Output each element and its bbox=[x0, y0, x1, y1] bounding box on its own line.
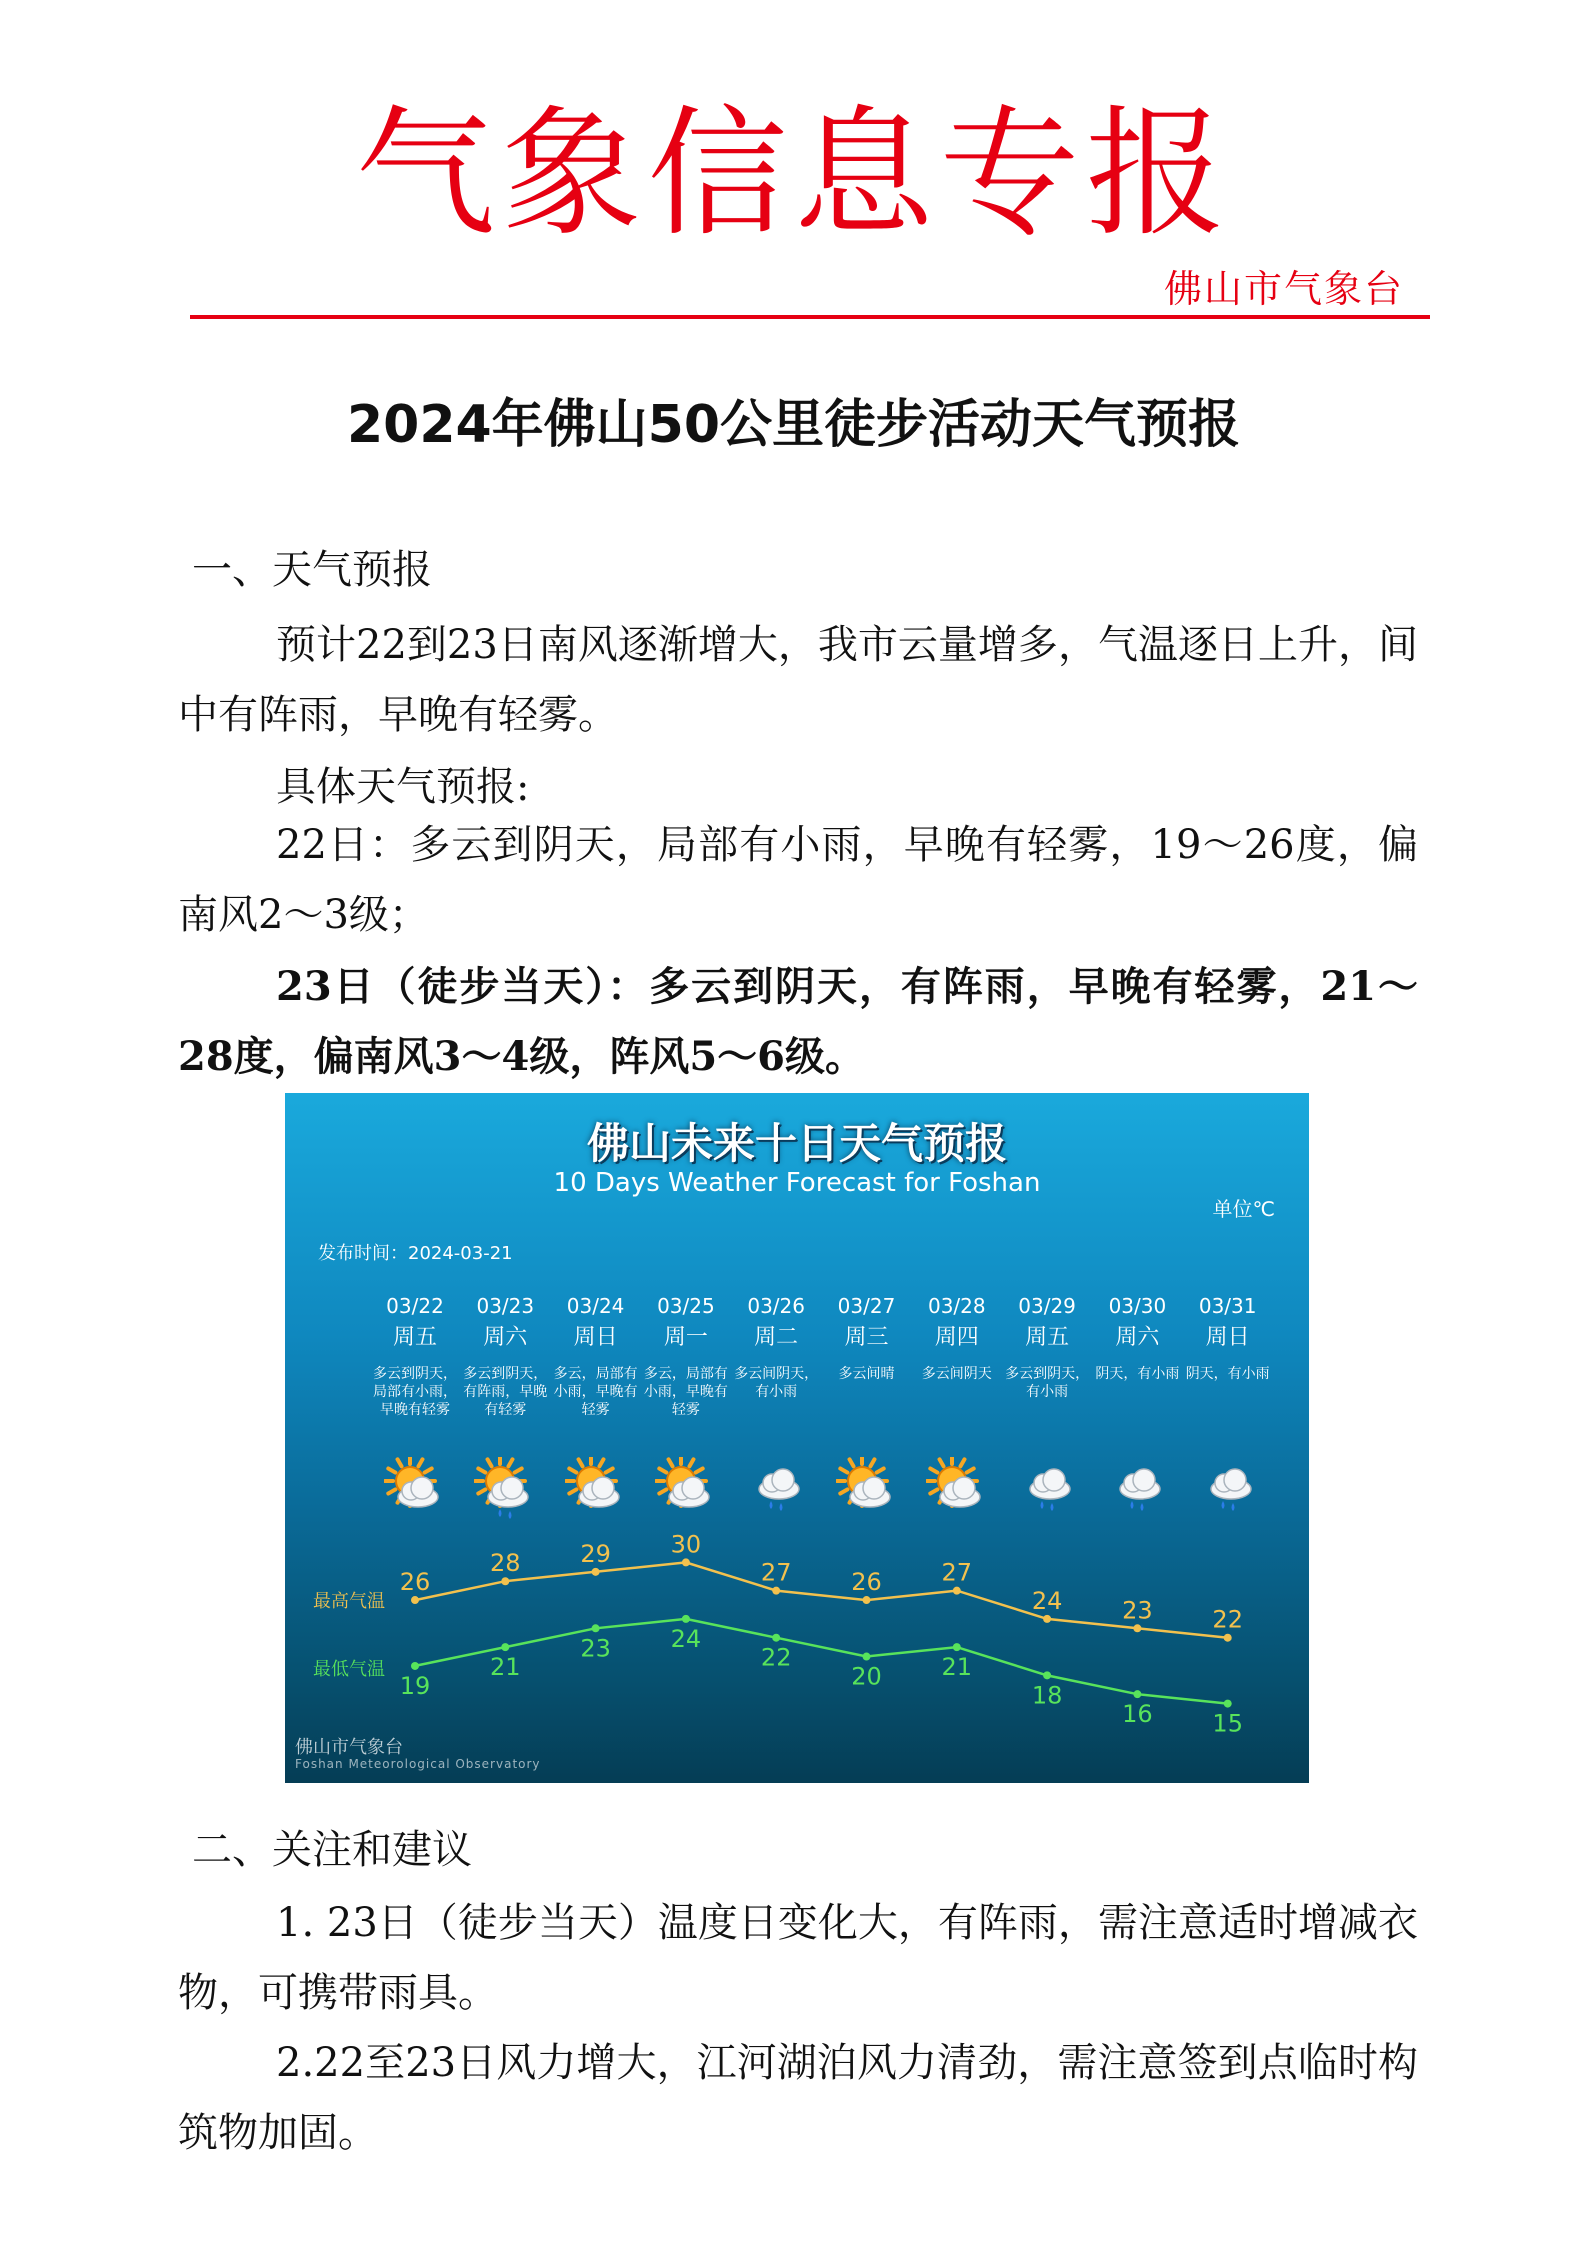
low-temp-point bbox=[411, 1662, 419, 1670]
day-date: 03/31 bbox=[1198, 1294, 1257, 1318]
high-temp-point bbox=[592, 1568, 600, 1576]
high-temp-point bbox=[863, 1596, 871, 1604]
day-date: 03/30 bbox=[1108, 1294, 1167, 1318]
low-temp-point bbox=[1224, 1700, 1232, 1708]
high-temp-value-label: 23 bbox=[1122, 1596, 1153, 1625]
high-temp-point bbox=[772, 1587, 780, 1595]
forecast-title: 佛山未来十日天气预报 bbox=[586, 1119, 1007, 1168]
paragraph-day22 bbox=[178, 810, 1418, 950]
day-description: 阴天，有小雨 bbox=[1185, 1366, 1270, 1382]
high-temp-value-label: 27 bbox=[941, 1558, 973, 1587]
issuer: 佛山市气象台 bbox=[1163, 267, 1404, 311]
day-date: 03/29 bbox=[1018, 1294, 1076, 1318]
day-date: 03/22 bbox=[386, 1294, 444, 1318]
day-date: 03/23 bbox=[476, 1294, 535, 1318]
paragraph-day23-text: 23日（徒步当天）：多云到阴天，有阵雨，早晚有轻雾，21～28度，偏南风3～4级，阵风5～6级。 bbox=[178, 963, 1418, 1080]
high-temp-value-label: 29 bbox=[580, 1539, 611, 1568]
day-description: 多云间阴天，有小雨 bbox=[734, 1366, 819, 1400]
paragraph-advice-1 bbox=[178, 1888, 1418, 2028]
day-weekday: 周日 bbox=[1205, 1325, 1250, 1350]
day-date: 03/24 bbox=[566, 1294, 625, 1318]
low-temp-value-label: 21 bbox=[490, 1653, 521, 1682]
paragraph-advice-2-text: 2.22至23日风力增大，江河湖泊风力清劲，需注意签到点临时构筑物加固。 bbox=[178, 2040, 1418, 2156]
low-temp-value-label: 22 bbox=[760, 1643, 792, 1672]
high-temp-label: 最高气温 bbox=[313, 1591, 385, 1612]
low-temp-value-label: 24 bbox=[670, 1624, 702, 1653]
day-weekday: 周六 bbox=[1115, 1325, 1160, 1350]
paragraph-overview bbox=[178, 610, 1418, 750]
paragraph-day22-text: 22日：多云到阴天，局部有小雨，早晚有轻雾，19～26度，偏南风2～3级； bbox=[178, 822, 1418, 938]
low-temp-value-label: 18 bbox=[1031, 1681, 1063, 1710]
document-title: 2024年佛山50公里徒步活动天气预报 bbox=[346, 395, 1241, 455]
day-weekday: 周五 bbox=[1025, 1325, 1070, 1350]
day-description: 多云，局部有小雨，早晚有轻雾 bbox=[553, 1366, 638, 1418]
forecast-issue-time: 发布时间：2024-03-21 bbox=[318, 1243, 513, 1264]
masthead-title: 气象信息专报 bbox=[355, 93, 1232, 256]
day-description: 多云到阴天，有小雨 bbox=[1005, 1366, 1090, 1400]
low-temp-point bbox=[592, 1624, 600, 1632]
high-temp-line bbox=[415, 1562, 1228, 1637]
high-temp-point bbox=[1224, 1634, 1232, 1642]
forecast-unit: 单位℃ bbox=[1212, 1197, 1275, 1221]
high-temp-value-label: 30 bbox=[670, 1530, 702, 1559]
section-heading-advice: 二、关注和建议 bbox=[192, 1827, 472, 1873]
paragraph-detail-intro-text: 具体天气预报: bbox=[276, 764, 530, 810]
high-temp-value-label: 26 bbox=[399, 1568, 431, 1597]
paragraph-advice-2 bbox=[178, 2028, 1418, 2168]
high-temp-value-label: 27 bbox=[760, 1558, 792, 1587]
high-temp-point bbox=[1133, 1624, 1141, 1632]
low-temp-value-label: 15 bbox=[1212, 1709, 1243, 1738]
header-rule bbox=[190, 315, 1430, 319]
paragraph-advice-1-text: 1. 23日（徒步当天）温度日变化大，有阵雨，需注意适时增减衣物，可携带雨具。 bbox=[178, 1900, 1418, 2016]
day-weekday: 周二 bbox=[754, 1325, 799, 1350]
day-description: 多云到阴天，有阵雨，早晚有轻雾 bbox=[463, 1366, 548, 1418]
paragraph-day23 bbox=[178, 952, 1418, 1092]
low-temp-line bbox=[415, 1619, 1228, 1704]
forecast-graphic bbox=[285, 1093, 1309, 1783]
high-temp-value-label: 28 bbox=[490, 1549, 521, 1578]
day-weekday: 周三 bbox=[844, 1325, 889, 1350]
high-temp-point bbox=[501, 1577, 509, 1585]
day-description: 多云到阴天，局部有小雨，早晚有轻雾 bbox=[373, 1366, 457, 1418]
high-temp-value-label: 24 bbox=[1031, 1586, 1063, 1615]
day-date: 03/26 bbox=[747, 1294, 805, 1318]
low-temp-value-label: 20 bbox=[851, 1662, 882, 1691]
day-description: 多云间晴 bbox=[838, 1366, 895, 1382]
day-description: 多云间阴天 bbox=[921, 1366, 992, 1382]
high-temp-point bbox=[953, 1587, 961, 1595]
low-temp-label: 最低气温 bbox=[313, 1659, 385, 1680]
temperature-chart bbox=[285, 1093, 1309, 1783]
low-temp-point bbox=[1043, 1671, 1051, 1679]
low-temp-point bbox=[501, 1643, 509, 1651]
high-temp-point bbox=[1043, 1615, 1051, 1623]
high-temp-value-label: 26 bbox=[851, 1568, 882, 1597]
high-temp-value-label: 22 bbox=[1212, 1605, 1243, 1634]
low-temp-point bbox=[863, 1653, 871, 1661]
low-temp-value-label: 19 bbox=[399, 1671, 431, 1700]
low-temp-point bbox=[772, 1634, 780, 1642]
low-temp-point bbox=[953, 1643, 961, 1651]
low-temp-point bbox=[682, 1615, 690, 1623]
low-temp-value-label: 16 bbox=[1122, 1700, 1153, 1729]
day-weekday: 周四 bbox=[934, 1325, 979, 1350]
forecast-footer-en: Foshan Meteorological Observatory bbox=[295, 1757, 541, 1771]
section-heading-forecast: 一、天气预报 bbox=[192, 547, 432, 593]
low-temp-value-label: 21 bbox=[941, 1653, 973, 1682]
forecast-subtitle: 10 Days Weather Forecast for Foshan bbox=[553, 1168, 1041, 1198]
paragraph-overview-text: 预计22到23日南风逐渐增大，我市云量增多，气温逐日上升，间中有阵雨，早晚有轻雾。 bbox=[178, 622, 1418, 738]
low-temp-value-label: 23 bbox=[580, 1634, 611, 1663]
high-temp-point bbox=[682, 1558, 690, 1566]
day-date: 03/25 bbox=[657, 1294, 715, 1318]
day-description: 多云，局部有小雨，早晚有轻雾 bbox=[643, 1366, 728, 1418]
day-weekday: 周五 bbox=[392, 1325, 437, 1350]
day-weekday: 周日 bbox=[573, 1325, 618, 1350]
day-weekday: 周一 bbox=[663, 1325, 708, 1350]
low-temp-point bbox=[1133, 1690, 1141, 1698]
day-date: 03/27 bbox=[837, 1294, 896, 1318]
day-date: 03/28 bbox=[927, 1294, 986, 1318]
day-weekday: 周六 bbox=[483, 1325, 528, 1350]
day-description: 阴天，有小雨 bbox=[1095, 1366, 1180, 1382]
forecast-footer-cn: 佛山市气象台 bbox=[295, 1737, 403, 1758]
high-temp-point bbox=[411, 1596, 419, 1604]
